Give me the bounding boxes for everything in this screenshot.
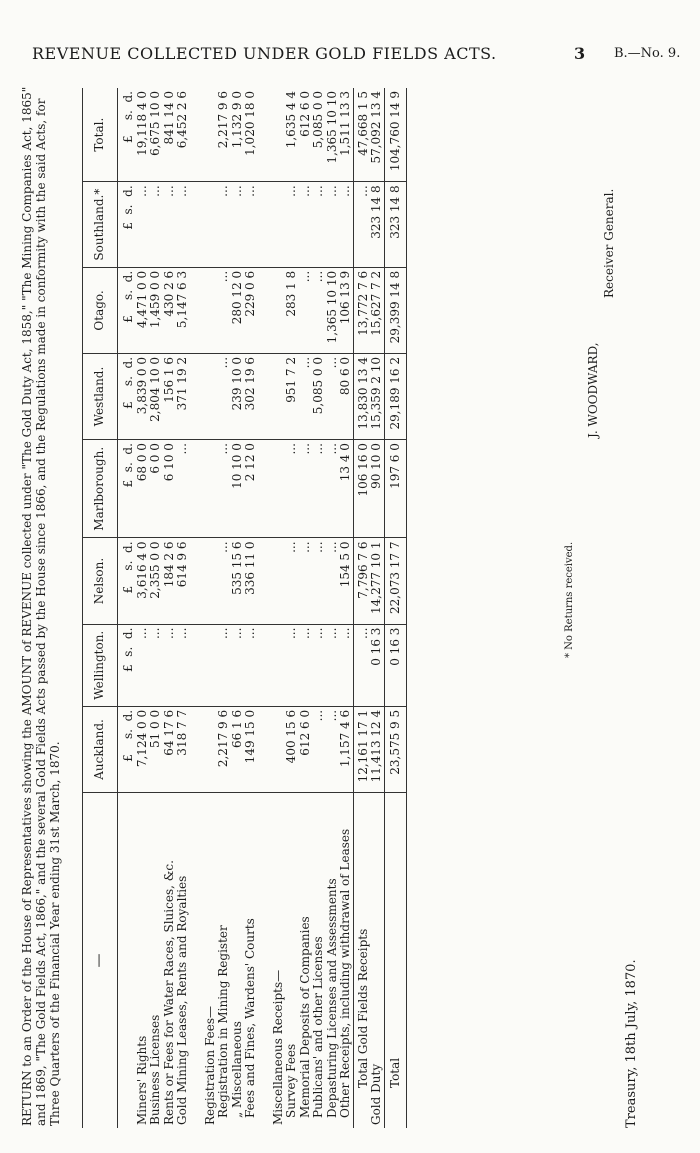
row-cell: ... bbox=[176, 624, 190, 706]
row-cell: 318 7 7 bbox=[176, 706, 190, 792]
row-cell: ... bbox=[217, 538, 231, 624]
row-cell: 3,839 0 0 bbox=[136, 353, 150, 439]
row-cell: 841 14 0 bbox=[163, 88, 177, 182]
row-cell: 104,760 14 9 bbox=[384, 88, 407, 182]
row-cell: 106 13 9 bbox=[339, 267, 353, 353]
row-cell: 323 14 8 bbox=[370, 182, 384, 267]
currency-label: £ s. d. bbox=[118, 440, 136, 538]
row-label: Rents or Fees for Water Races, Sluices, &c. bbox=[161, 860, 176, 1125]
row-cell: 1,635 4 4 bbox=[285, 88, 299, 182]
row-cell: 14,277 10 1 bbox=[370, 538, 384, 624]
col-westland: Westland. bbox=[83, 353, 118, 439]
row-cell: ... bbox=[299, 440, 313, 538]
page-number: 3 bbox=[574, 44, 586, 63]
row-cell: 1,365 10 10 bbox=[326, 88, 340, 182]
row-cell: 302 19 6 bbox=[244, 353, 258, 439]
row-label: Gold Mining Leases, Rents and Royalties bbox=[175, 875, 189, 1125]
row-cell: ... bbox=[353, 182, 370, 267]
row-cell: ... bbox=[299, 353, 313, 439]
row-cell: 1,020 18 0 bbox=[244, 88, 258, 182]
row-cell: 3,616 4 0 bbox=[136, 538, 150, 624]
table-header-row bbox=[83, 88, 118, 1128]
row-cell: ... bbox=[312, 440, 326, 538]
col-otago: Otago. bbox=[83, 267, 118, 353]
row-cell: ... bbox=[326, 624, 340, 706]
row-cell: 614 9 6 bbox=[176, 538, 190, 624]
row-cell: 15,627 7 2 bbox=[370, 267, 384, 353]
row-cell: 612 6 0 bbox=[299, 88, 313, 182]
row-cell: 29,189 16 2 bbox=[384, 353, 407, 439]
row-cell: ... bbox=[326, 182, 340, 267]
row-cell: 430 2 6 bbox=[163, 267, 177, 353]
row-cell: 7,124 0 0 bbox=[136, 706, 150, 792]
row-cell: ... bbox=[312, 706, 326, 792]
row-label: Business Licenses bbox=[148, 1014, 162, 1125]
row-cell: ... bbox=[353, 624, 370, 706]
row-label: Total bbox=[384, 793, 407, 1129]
header-first: — bbox=[83, 793, 118, 1129]
row-label: Depasturing Licenses and Assessments bbox=[324, 878, 339, 1118]
col-wellington: Wellington. bbox=[83, 624, 118, 706]
signature-name: J. WOODWARD, bbox=[586, 342, 600, 438]
row-cell: 12,161 17 1 bbox=[353, 706, 370, 792]
col-southland: Southland.* bbox=[83, 182, 118, 267]
row-cell: ... bbox=[339, 624, 353, 706]
row-cell: ... bbox=[299, 267, 313, 353]
table-row bbox=[326, 88, 340, 1128]
row-cell: ... bbox=[136, 182, 150, 267]
row-cell: 29,399 14 8 bbox=[384, 267, 407, 353]
row-label: Miners' Rights bbox=[134, 1035, 149, 1125]
row-cell: 80 6 0 bbox=[339, 353, 353, 439]
row-cell: ... bbox=[217, 440, 231, 538]
row-cell: 1,459 0 0 bbox=[149, 267, 163, 353]
row-label: Total Gold Fields Receipts bbox=[353, 793, 370, 1129]
row-cell: ... bbox=[326, 440, 340, 538]
currency-row bbox=[118, 88, 136, 1128]
row-cell: ... bbox=[217, 353, 231, 439]
col-marlborough: Marlborough. bbox=[83, 440, 118, 538]
row-cell: 5,085 0 0 bbox=[312, 88, 326, 182]
table-row bbox=[244, 88, 258, 1128]
row-cell: 400 15 6 bbox=[285, 706, 299, 792]
row-cell: ... bbox=[326, 538, 340, 624]
table-row bbox=[339, 88, 353, 1128]
row-cell: ... bbox=[312, 624, 326, 706]
row-cell: ... bbox=[285, 624, 299, 706]
signature-title: Receiver General. bbox=[602, 188, 616, 298]
row-cell: 5,147 6 3 bbox=[176, 267, 190, 353]
col-nelson: Nelson. bbox=[83, 538, 118, 624]
row-label: Fees and Fines, Wardens' Courts bbox=[243, 918, 257, 1118]
row-cell: 7,796 7 6 bbox=[353, 538, 370, 624]
row-cell: 0 16 3 bbox=[370, 624, 384, 706]
row-cell: 15,359 2 10 bbox=[370, 353, 384, 439]
row-cell: 0 16 3 bbox=[384, 624, 407, 706]
row-cell: 4,471 0 0 bbox=[136, 267, 150, 353]
currency-label: £ s. d. bbox=[118, 706, 136, 792]
rotated-return-document bbox=[20, 68, 660, 1128]
row-cell: ... bbox=[163, 182, 177, 267]
row-cell: 6 0 0 bbox=[149, 440, 163, 538]
table-body bbox=[118, 88, 407, 1128]
row-cell: ... bbox=[326, 706, 340, 792]
section-misc: Miscellaneous Receipts— bbox=[272, 88, 286, 1128]
revenue-table bbox=[82, 88, 407, 1128]
row-cell: 68 0 0 bbox=[136, 440, 150, 538]
currency-label: £ s. d. bbox=[118, 624, 136, 706]
row-cell: 2,217 9 6 bbox=[217, 706, 231, 792]
currency-label: £ s. d. bbox=[118, 353, 136, 439]
page-reference: B.—No. 9. bbox=[614, 46, 681, 61]
row-cell: ... bbox=[136, 624, 150, 706]
row-cell: ... bbox=[312, 267, 326, 353]
row-cell: 19,118 4 0 bbox=[136, 88, 150, 182]
row-cell: ... bbox=[217, 267, 231, 353]
row-cell: ... bbox=[244, 182, 258, 267]
col-total: Total. bbox=[83, 88, 118, 182]
row-cell: 47,668 1 5 bbox=[353, 88, 370, 182]
table-row bbox=[217, 88, 231, 1128]
table-row bbox=[384, 88, 407, 1128]
row-cell: ... bbox=[312, 538, 326, 624]
document-date: Treasury, 18th July, 1870. bbox=[624, 959, 639, 1128]
row-label: Publicans' and other Licenses bbox=[311, 936, 325, 1118]
row-cell: 2,355 0 0 bbox=[149, 538, 163, 624]
table-row bbox=[149, 88, 163, 1128]
row-cell: 612 6 0 bbox=[299, 706, 313, 792]
row-cell: 336 11 0 bbox=[244, 538, 258, 624]
row-cell: 2,217 9 6 bbox=[217, 88, 231, 182]
row-cell: 6,452 2 6 bbox=[176, 88, 190, 182]
row-cell: 154 5 0 bbox=[339, 538, 353, 624]
currency-label: £ s. d. bbox=[118, 267, 136, 353]
row-cell: 280 12 0 bbox=[231, 267, 245, 353]
table-row bbox=[285, 88, 299, 1128]
row-cell: ... bbox=[217, 624, 231, 706]
row-cell: ... bbox=[299, 538, 313, 624]
row-cell: 13 4 0 bbox=[339, 440, 353, 538]
section-registration: Registration Fees— bbox=[204, 88, 218, 1128]
row-label: Memorial Deposits of Companies bbox=[297, 916, 312, 1118]
row-cell: ... bbox=[339, 182, 353, 267]
row-cell: 90 10 0 bbox=[370, 440, 384, 538]
row-cell: ... bbox=[217, 182, 231, 267]
row-cell: 1,132 9 0 bbox=[231, 88, 245, 182]
row-label: Registration in Mining Register bbox=[216, 925, 230, 1118]
row-cell: 951 7 2 bbox=[285, 353, 299, 439]
row-label: „ Miscellaneous bbox=[229, 1021, 244, 1118]
table-row bbox=[136, 88, 150, 1128]
row-cell: 535 15 6 bbox=[231, 538, 245, 624]
row-label: Survey Fees bbox=[284, 1043, 298, 1118]
row-cell: ... bbox=[176, 440, 190, 538]
row-cell: 22,073 17 7 bbox=[384, 538, 407, 624]
row-cell: ... bbox=[326, 353, 340, 439]
table-row bbox=[163, 88, 177, 1128]
currency-label: £ s. d. bbox=[118, 182, 136, 267]
row-cell: 66 1 6 bbox=[231, 706, 245, 792]
currency-label: £ s. d. bbox=[118, 538, 136, 624]
row-cell: 6,675 10 0 bbox=[149, 88, 163, 182]
row-cell: 197 6 0 bbox=[384, 440, 407, 538]
row-cell: ... bbox=[231, 182, 245, 267]
row-cell: 184 2 6 bbox=[163, 538, 177, 624]
row-cell: 1,157 4 6 bbox=[339, 706, 353, 792]
row-cell: ... bbox=[285, 538, 299, 624]
row-cell: ... bbox=[149, 624, 163, 706]
row-cell: 283 1 8 bbox=[285, 267, 299, 353]
col-auckland: Auckland. bbox=[83, 706, 118, 792]
table-row bbox=[231, 88, 245, 1128]
row-cell: 10 10 0 bbox=[231, 440, 245, 538]
row-cell: 1,511 13 3 bbox=[339, 88, 353, 182]
row-cell: ... bbox=[285, 440, 299, 538]
row-cell: 23,575 9 5 bbox=[384, 706, 407, 792]
row-cell: 5,085 0 0 bbox=[312, 353, 326, 439]
row-cell: ... bbox=[299, 182, 313, 267]
table-row bbox=[353, 88, 370, 1128]
row-cell: ... bbox=[231, 624, 245, 706]
currency-label: £ s. d. bbox=[118, 88, 136, 182]
row-cell: 51 0 0 bbox=[149, 706, 163, 792]
row-cell: ... bbox=[163, 624, 177, 706]
row-cell: 2 12 0 bbox=[244, 440, 258, 538]
row-cell: ... bbox=[244, 624, 258, 706]
row-cell: 6 10 0 bbox=[163, 440, 177, 538]
row-cell: 13,830 13 4 bbox=[353, 353, 370, 439]
row-label: Gold Duty bbox=[369, 1063, 383, 1125]
row-cell: ... bbox=[176, 182, 190, 267]
row-cell: 2,804 10 0 bbox=[149, 353, 163, 439]
row-cell: 239 10 0 bbox=[231, 353, 245, 439]
footnote: * No Returns received. bbox=[564, 541, 575, 658]
table-row bbox=[299, 88, 313, 1128]
row-cell: 106 16 0 bbox=[353, 440, 370, 538]
row-cell: ... bbox=[299, 624, 313, 706]
row-cell: 64 17 6 bbox=[163, 706, 177, 792]
row-cell: 156 1 6 bbox=[163, 353, 177, 439]
table-row bbox=[370, 88, 384, 1128]
row-cell: ... bbox=[149, 182, 163, 267]
table-row bbox=[312, 88, 326, 1128]
row-cell: 149 15 0 bbox=[244, 706, 258, 792]
page-title: REVENUE COLLECTED UNDER GOLD FIELDS ACTS. bbox=[32, 44, 497, 63]
row-cell: 229 0 6 bbox=[244, 267, 258, 353]
return-intro-text: RETURN to an Order of the House of Representatives showing the AMOUNT of REVENUE collected under "The Gold Duty Act, 1858," "The Mining Companies Act, 1865" and 1869, "The Gold Fields Act, 1866," and the several Gold Fields Acts passed by the House since 1866, and the Regulations made in conformity with the said Acts, for Three Quarters of the Financial Year ending 31st March, 1870. bbox=[20, 86, 62, 1126]
row-cell: 11,413 12 4 bbox=[370, 706, 384, 792]
row-cell: ... bbox=[285, 182, 299, 267]
row-cell: ... bbox=[312, 182, 326, 267]
row-cell: 1,365 10 10 bbox=[326, 267, 340, 353]
row-cell: 57,092 13 4 bbox=[370, 88, 384, 182]
row-cell: 323 14 8 bbox=[384, 182, 407, 267]
row-cell: 371 19 2 bbox=[176, 353, 190, 439]
row-cell: 13,772 7 6 bbox=[353, 267, 370, 353]
table-row bbox=[176, 88, 190, 1128]
row-label: Other Receipts, including withdrawal of Leases bbox=[338, 828, 352, 1118]
